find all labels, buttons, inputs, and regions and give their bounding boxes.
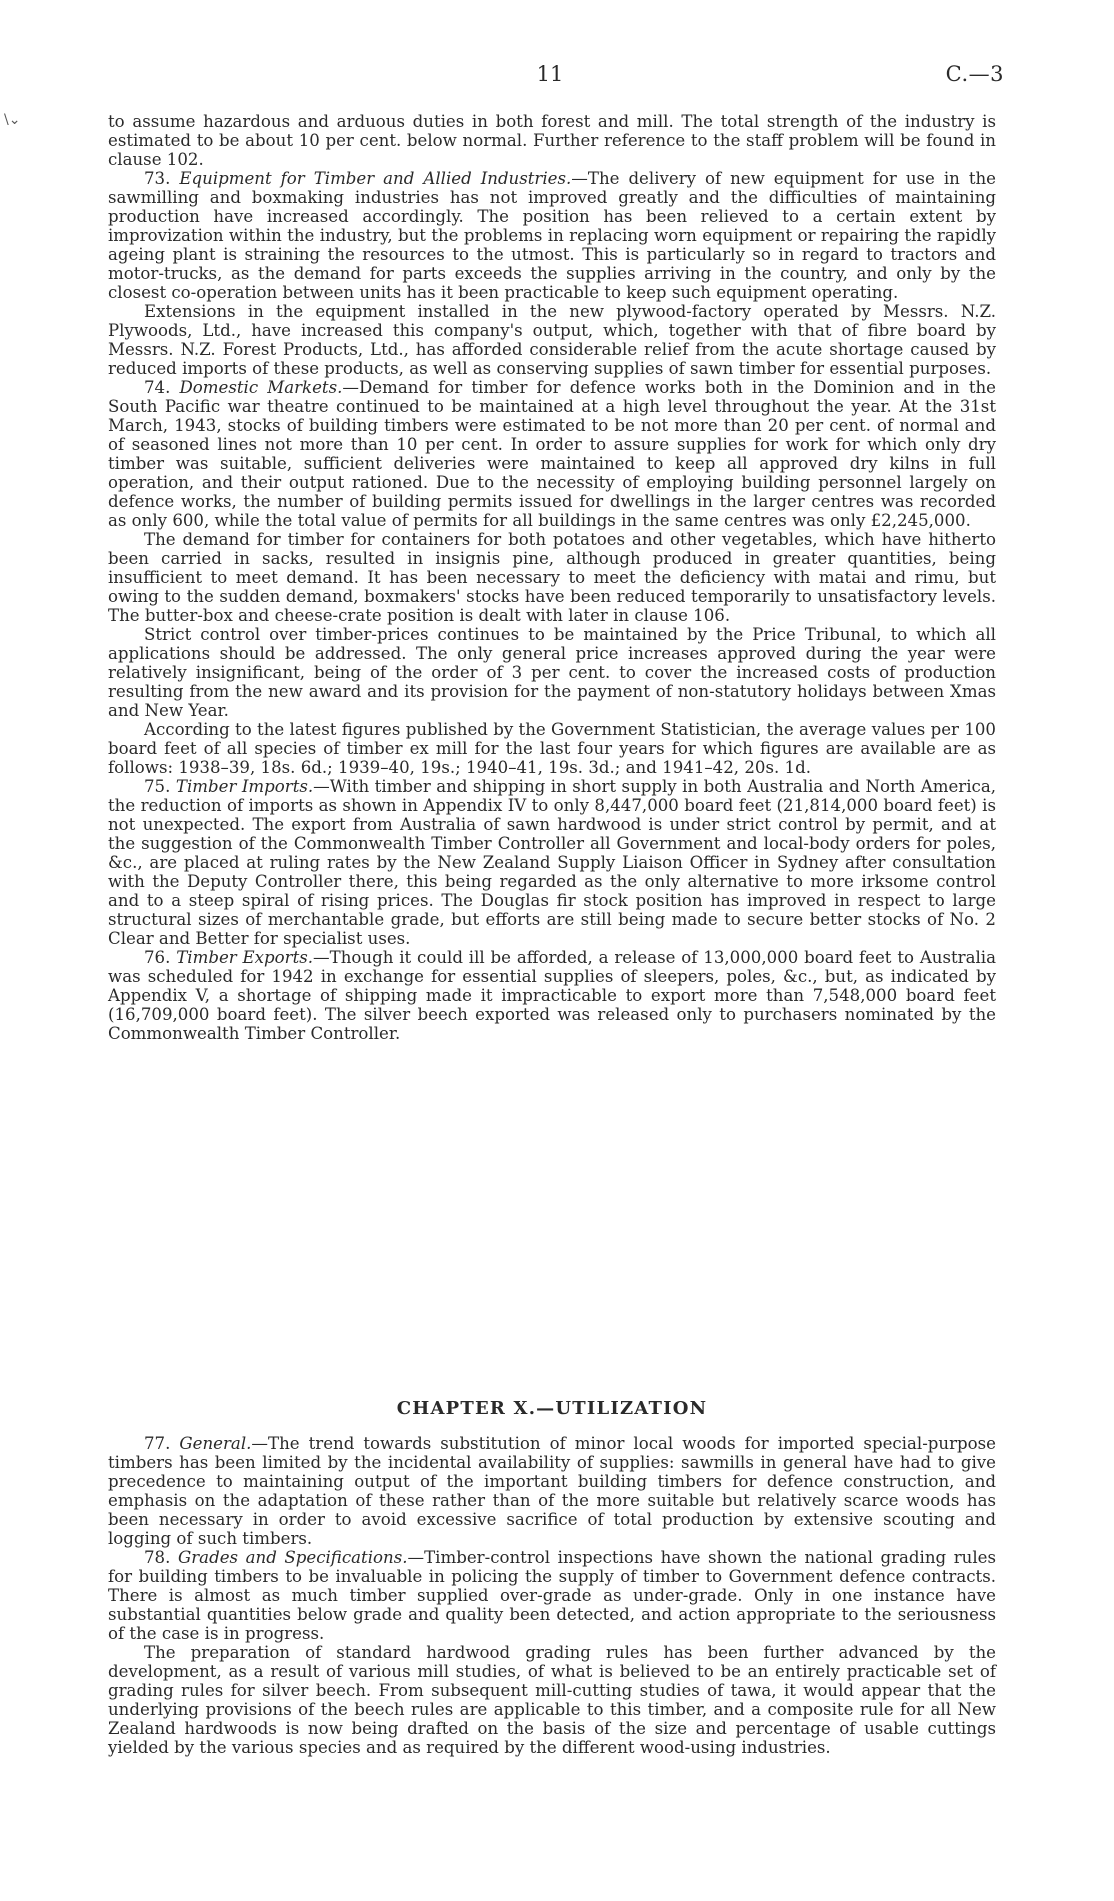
paragraph-73-continued: Extensions in the equipment installed in the new plywood-factory operated by Messrs. N.Z. Plywoods, Ltd., have increased this company's output, which, together with that of fibre board by Messrs. N.Z. Forest Products, Ltd., has afforded considerable relief from the acute shortage caused by reduced imports of these products, as well as conserving supplies of sawn timber for essential purposes. [108,302,996,378]
clause-text: —The trend towards substitution of minor local woods for imported special-purpose timbers has been limited by the incidental availability of supplies: sawmills in general have had to give precedence to maintaining output of the important building timbers for defence construction, and emphasis on the adaptation of these rather than of the more suitable but relatively scarce woods has been necessary in order to avoid excessive sacrifice of total production by extensive scouting and logging of such timbers. [108,1434,996,1548]
body-section-2 [108,1434,996,1757]
margin-mark: \⌄ [4,112,21,128]
clause-text: —Though it could ill be afforded, a release of 13,000,000 board feet to Australia was scheduled for 1942 in exchange for essential supplies of sleepers, poles, &c., but, as indicated by Appendix V, a shortage of shipping made it impracticable to export more than 7,548,000 board feet (16,709,000 board feet). The silver beech exported was released only to purchasers nominated by the Commonwealth Timber Controller. [108,948,997,1043]
body-section-1 [108,112,996,1043]
document-reference: C.—3 [945,62,1004,86]
clause-title: Timber Exports. [176,948,314,967]
chapter-heading: CHAPTER X.—UTILIZATION [396,1398,708,1419]
clause-number: 77. [144,1434,171,1453]
paragraph-76 [108,948,996,1043]
paragraph-78-hardwood: The preparation of standard hardwood grading rules has been further advanced by the development, as a result of various mill studies, of what is believed to be an entirely practicable set of grading rules for silver beech. From subsequent mill-cutting studies of tawa, it would appear that the underlying provisions of the beech rules are applicable to this timber, and a composite rule for all New Zealand hardwoods is now being drafted on the basis of the size and percentage of usable cuttings yielded by the various species and as required by the different wood-using industries. [108,1643,996,1757]
clause-text: —The delivery of new equipment for use in the sawmilling and boxmaking industries has not improved greatly and the difficulties of maintaining production have increased accordingly. The position has been relieved to a certain extent by improvization within the industry, but the problems in replacing worn equipment or repairing the rapidly ageing plant is straining the resources to the utmost. This is particularly so in regard to tractors and motor-trucks, as the demand for parts exceeds the supplies arriving in the country, and only by the closest co-operation between units has it been practicable to keep such equipment operating. [108,169,996,302]
clause-text: —With timber and shipping in short supply in both Australia and North America, the reduction of imports as shown in Appendix IV to only 8,447,000 board feet (21,814,000 board feet) is not unexpected. The export from Australia of sawn hardwood is under strict control by permit, and at the suggestion of the Commonwealth Timber Controller all Government and local-body orders for poles, &c., are placed at ruling rates by the New Zealand Supply Liaison Officer in Sydney after consultation with the Deputy Controller there, this being regarded as the only alternative to more irksome control and to a steep spiral of rising prices. The Douglas fir stock position has improved in respect to large structural sizes of merchantable grade, but efforts are still being made to secure better stocks of No. 2 Clear and Better for specialist uses. [108,777,996,948]
clause-number: 74. [144,378,171,397]
clause-title: Equipment for Timber and Allied Industries. [179,169,572,188]
paragraph-74 [108,378,996,530]
paragraph-74-values: According to the latest figures published by the Government Statistician, the average values per 100 board feet of all species of timber ex mill for the last four years for which figures are available are as follows: 1938–39, 18s. 6d.; 1939–40, 19s.; 1940–41, 19s. 3d.; and 1941–42, 20s. 1d. [108,720,996,777]
paragraph-73 [108,169,996,302]
paragraph-74-prices: Strict control over timber-prices continues to be maintained by the Price Tribunal, to which all applications should be addressed. The only general price increases approved during the year were relatively insignificant, being of the order of 3 per cent. to cover the increased costs of production resulting from the new award and its provision for the payment of non-statutory holidays between Xmas and New Year. [108,625,996,720]
clause-title: Grades and Specifications. [177,1548,408,1567]
page-number: 11 [536,62,564,86]
clause-text: —Demand for timber for defence works both in the Dominion and in the South Pacific war theatre continued to be maintained at a high level throughout the year. At the 31st March, 1943, stocks of building timbers were estimated to be not more than 20 per cent. of normal and of seasoned lines not more than 10 per cent. In order to assure supplies for work for which only dry timber was suitable, sufficient deliveries were maintained to keep all approved dry kilns in full operation, and their output rationed. Due to the necessity of employing building personnel largely on defence works, the number of building permits issued for dwellings in the larger centres was recorded as only 600, while the total value of permits for all buildings in the same centres was only £2,245,000. [108,378,996,530]
paragraph-78 [108,1548,996,1643]
clause-title: General. [179,1434,252,1453]
clause-number: 78. [144,1548,171,1567]
paragraph-75 [108,777,996,948]
paragraph-74-containers: The demand for timber for containers for both potatoes and other vegetables, which have hitherto been carried in sacks, resulted in insignis pine, although produced in greater quantities, being insufficient to meet demand. It has been necessary to meet the deficiency with matai and rimu, but owing to the sudden demand, boxmakers' stocks have been reduced temporarily to unsatisfactory levels. The butter-box and cheese-crate position is dealt with later in clause 106. [108,530,996,625]
clause-number: 75. [144,777,171,796]
paragraph-intro: to assume hazardous and arduous duties in both forest and mill. The total strength of the industry is estimated to be about 10 per cent. below normal. Further reference to the staff problem will be found in clause 102. [108,112,996,169]
clause-title: Timber Imports. [175,777,314,796]
clause-number: 73. [144,169,171,188]
clause-title: Domestic Markets. [179,378,343,397]
clause-text: —Timber-control inspections have shown the national grading rules for building timbers to be invaluable in policing the supply of timber to Government defence contracts. There is almost as much timber supplied over-grade as under-grade. Only in one instance have substantial quantities below grade and quality been detected, and action appropriate to the seriousness of the case is in progress. [108,1548,996,1643]
page-header [96,62,1004,90]
clause-number: 76. [144,948,171,967]
paragraph-77 [108,1434,996,1548]
